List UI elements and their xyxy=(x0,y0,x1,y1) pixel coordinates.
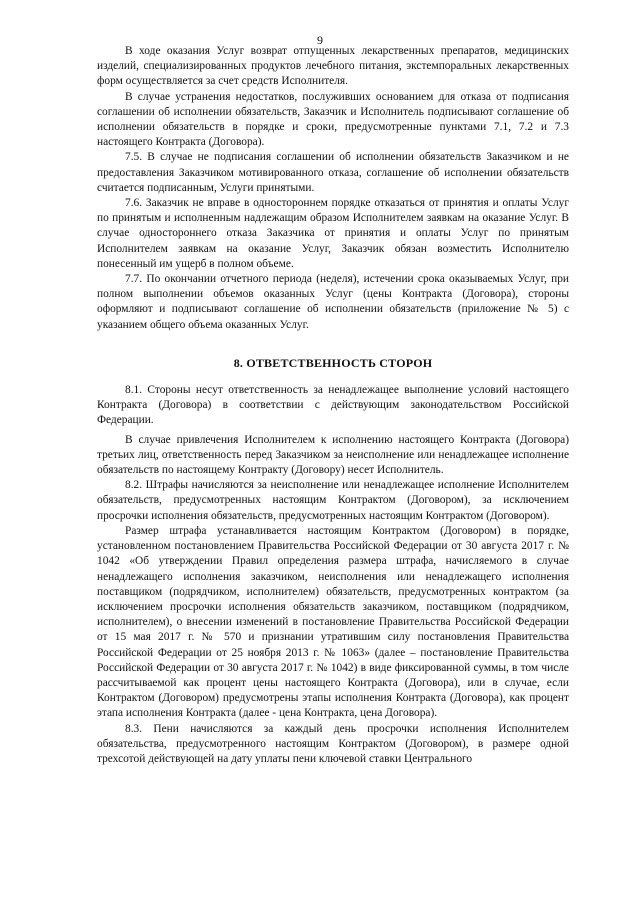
paragraph-8-1: 8.1. Стороны несут ответственность за ненадлежащее выполнение условий настоящего Контракта (Договора) в соответствии с действующим законодательством Российской Федерации. xyxy=(97,384,569,427)
paragraph-8-3: 8.3. Пени начисляются за каждый день просрочки исполнения Исполнителем обязательства, предусмотренного настоящим Контрактом (Договором), в размере одной трехсотой действующей на дату уплаты пени ключевой ставки Центрального xyxy=(97,722,569,765)
paragraph-7-5: 7.5. В случае не подписания соглашении об исполнении обязательств Заказчиком и не предоставления Заказчиком мотивированного отказа, соглашение об исполнении обязательств считается подписанным, Услуги принятыми. xyxy=(97,151,569,194)
paragraph-7-6: 7.6. Заказчик не вправе в одностороннем порядке отказаться от принятия и оплаты Услуг по принятым и исполненным надлежащим образом Исполнителем заявкам на оказание Услуг. В случае одностороннего отказа Заказчика от принятия и оплаты Услуг по принятым Исполнителем заявкам на оказание Услуг, Заказчик обязан возместить Исполнителю понесенный им ущерб в полном объеме. xyxy=(97,197,569,270)
paragraph-8-2: 8.2. Штрафы начисляются за неисполнение или ненадлежащее исполнение Исполнителем обязательств, предусмотренных настоящим Контрактом (Договором), за исключением просрочки исполнения обязательств, предусмотренных настоящим Контрактом (Договором). xyxy=(97,479,569,522)
paragraph-fine-amount: Размер штрафа устанавливается настоящим Контрактом (Договором) в порядке, установленном постановлением Правительства Российской Федерации от 30 августа 2017 г. № 1042 «Об утверждении Правил определения размера штрафа, начисляемого в случае ненадлежащего исполнения заказчиком, неисполнения или ненадлежащего исполнения поставщиком (подрядчиком, исполнителем) обязательств, предусмотренных контрактом (за исключением просрочки исполнения обязательств заказчиком, поставщиком (подрядчиком, исполнителем), о внесении изменений в постановление Правительства Российской Федерации от 15 мая 2017 г. № 570 и признании утратившим силу постановления Правительства Российской Федерации от 25 ноября 2013 г. № 1063» (далее – постановление Правительства Российской Федерации от 30 августа 2017 г. № 1042) в виде фиксированной суммы, в том числе рассчитываемой как процент цены настоящего Контракта (Договора), или в случае, если Контрактом (Договором) предусмотрены этапы исполнения Контракта (Договора), как процент этапа исполнения Контракта (далее - цена Контракта, цена Договора). xyxy=(97,524,569,720)
paragraph-defect-remedy: В случае устранения недостатков, послуживших основанием для отказа от подписания соглашении об исполнении обязательств, Заказчик и Исполнитель подписывают соглашение об исполнении обязательств в порядке и сроки, предусмотренные пунктами 7.1, 7.2 и 7.3 настоящего Контракта (Договора). xyxy=(97,90,569,149)
page-number: 9 xyxy=(317,33,323,47)
document-body xyxy=(97,44,569,767)
paragraph-return-of-goods: В ходе оказания Услуг возврат отпущенных лекарственных препаратов, медицинских изделий, специализированных продуктов лечебного питания, экстемпоральных лекарственных форм осуществляется за счет средств Исполнителя. xyxy=(97,45,569,88)
paragraph-third-parties: В случае привлечения Исполнителем к исполнению настоящего Контракта (Договора) третьих лиц, ответственность перед Заказчиком за неисполнение или ненадлежащее исполнение обязательств по настоящему Контракту (Договору) несет Исполнитель. xyxy=(97,433,569,477)
paragraph-7-7: 7.7. По окончании отчетного периода (неделя), истечении срока оказываемых Услуг, при полном выполнении объемов оказанных Услуг (цены Контракта (Договора), стороны оформляют и подписывают соглашение об исполнении обязательств (приложение № 5) с указанием общего объема оказанных Услуг. xyxy=(97,273,569,331)
section-heading-responsibility: 8. ОТВЕТСТВЕННОСТЬ СТОРОН xyxy=(233,355,433,370)
